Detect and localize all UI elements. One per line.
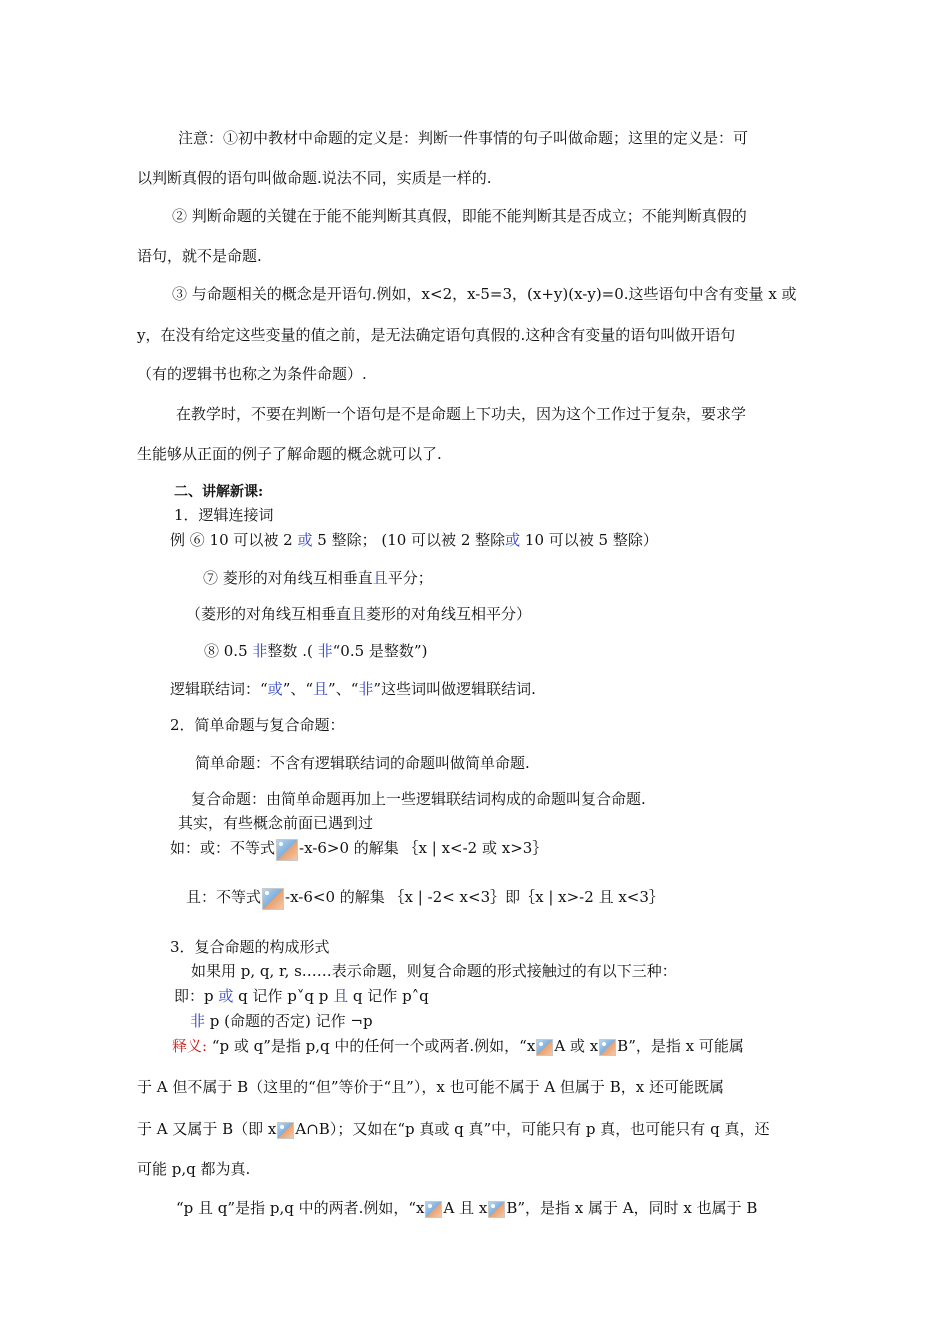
explanation-1-text-a: “p 或 q”是指 p,q 中的任何一个或两者.例如，“x — [207, 1037, 536, 1055]
explanation-label: 释义: — [172, 1037, 208, 1055]
para-note-1a: 注意：①初中教材中命题的定义是：判断一件事情的句子叫做命题；这里的定义是：可 — [178, 129, 749, 147]
explanation-line-5 — [176, 1198, 757, 1218]
explanation-1-text-c: B”，是指 x 可能属 — [617, 1037, 744, 1055]
subsection-1-title: 1．逻辑连接词 — [174, 506, 274, 524]
connectives-definition — [170, 679, 536, 699]
example-6-text-b: 5 整除； (10 可以被 2 整除 — [312, 531, 506, 549]
explanation-line-1 — [172, 1036, 744, 1056]
example-7-text-b: 平分； — [387, 569, 433, 587]
forms-not — [190, 1011, 373, 1031]
forms-intro: 如果用 p, q, r, s……表示命题，则复合命题的形式接触过的有以下三种： — [191, 962, 677, 980]
example-8-text-b: 整数 .( — [267, 642, 318, 660]
keyword-and: 且 — [351, 605, 367, 623]
subsection-2-title: 2．简单命题与复合命题： — [170, 716, 345, 734]
element-of-symbol-icon — [425, 1201, 442, 1218]
forms1-text-a: 即：p — [174, 987, 219, 1005]
keyword-and: 且 — [372, 569, 388, 587]
example-7-text-a: ⑦ 菱形的对角线互相垂直 — [203, 569, 373, 587]
keyword-or: 或 — [218, 987, 234, 1005]
keyword-or: 或 — [505, 531, 521, 549]
example-8 — [204, 641, 427, 661]
inequality-and-text-a: 且：不等式 — [186, 888, 262, 906]
keyword-or: 或 — [267, 680, 283, 698]
forms1-text-c: q 记作 p˄q — [348, 987, 429, 1005]
example-7b-text-b: 菱形的对角线互相平分） — [366, 605, 532, 623]
forms1-text-b: q 记作 p˅q p — [233, 987, 334, 1005]
explanation-3-text-a: 于 A 又属于 B（即 x — [137, 1120, 277, 1138]
keyword-not: 非 — [190, 1012, 206, 1030]
explanation-line-2: 于 A 但不属于 B（这里的“但”等价于“且”），x 也可能不属于 A 但属于 B，x 还可能既属 — [137, 1078, 724, 1096]
para-note-3c: （有的逻辑书也称之为条件命题）. — [137, 365, 367, 383]
para-teaching-a: 在教学时，不要在判断一个语句是不是命题上下功夫，因为这个工作过于复杂，要求学 — [176, 405, 747, 423]
keyword-and: 且 — [333, 987, 349, 1005]
keyword-not: 非 — [252, 642, 268, 660]
simple-proposition-def: 简单命题：不含有逻辑联结词的命题叫做简单命题. — [195, 754, 530, 772]
para-note-3b: y，在没有给定这些变量的值之前，是无法确定语句真假的.这种含有变量的语句叫做开语句 — [137, 326, 736, 344]
explanation-3-text-b: A∩B）；又如在“p 真或 q 真”中，可能只有 p 真，也可能只有 q 真，还 — [295, 1120, 770, 1138]
explanation-line-4: 可能 p,q 都为真. — [137, 1160, 251, 1178]
explanation-line-3 — [137, 1119, 769, 1139]
example-7b-text-a: （菱形的对角线互相垂直 — [186, 605, 352, 623]
keyword-not: 非 — [358, 680, 374, 698]
connectives-text-c: ”、“ — [328, 680, 359, 698]
para-note-2a: ② 判断命题的关键在于能不能判断其真假，即能不能判断其是否成立；不能判断真假的 — [172, 207, 747, 225]
inequality-or-text-b: -x-6>0 的解集 ｛x | x<-2 或 x>3｝ — [299, 839, 548, 857]
inequality-and-example — [186, 887, 664, 910]
inequality-or-example — [170, 838, 547, 861]
element-of-symbol-icon — [599, 1039, 616, 1056]
forms-or-and — [174, 986, 429, 1006]
element-of-symbol-icon — [277, 1122, 294, 1139]
example-6-text-c: 10 可以被 5 整除） — [520, 531, 658, 549]
para-note-3a: ③ 与命题相关的概念是开语句.例如，x<2，x-5=3，(x+y)(x-y)=0.这些语句中含有变量 x 或 — [172, 285, 797, 303]
para-note-1b: 以判断真假的语句叫做命题.说法不同，实质是一样的. — [137, 169, 492, 187]
connectives-text-d: ”这些词叫做逻辑联结词. — [373, 680, 536, 698]
keyword-not: 非 — [317, 642, 333, 660]
seen-before-note: 其实，有些概念前面已遇到过 — [178, 814, 374, 832]
compound-proposition-def: 复合命题：由简单命题再加上一些逻辑联结词构成的命题叫复合命题. — [191, 790, 646, 808]
keyword-or: 或 — [297, 531, 313, 549]
example-7 — [203, 568, 433, 588]
para-teaching-b: 生能够从正面的例子了解命题的概念就可以了. — [137, 445, 442, 463]
inequality-and-text-b: -x-6<0 的解集 ｛x | -2< x<3｝即｛x | x>-2 且 x<3｝ — [285, 888, 664, 906]
example-8-text-c: “0.5 是整数”) — [332, 642, 428, 660]
inequality-or-text-a: 如：或：不等式 — [170, 839, 276, 857]
forms2-text-a: p (命题的否定) 记作 ¬p — [205, 1012, 373, 1030]
connectives-text-b: ”、“ — [282, 680, 314, 698]
explanation-5-text-b: A 且 x — [443, 1199, 488, 1217]
example-6 — [170, 530, 658, 550]
element-of-symbol-icon — [488, 1201, 505, 1218]
subsection-3-title: 3．复合命题的构成形式 — [170, 938, 330, 956]
explanation-5-text-c: B”，是指 x 属于 A，同时 x 也属于 B — [506, 1199, 758, 1217]
para-note-2b: 语句，就不是命题. — [137, 247, 262, 265]
section-title: 二、讲解新课: — [174, 484, 264, 500]
formula-image-icon — [262, 888, 284, 910]
formula-image-icon — [276, 839, 298, 861]
explanation-5-text-a: “p 且 q”是指 p,q 中的两者.例如，“x — [176, 1199, 425, 1217]
example-6-text-a: 例 ⑥ 10 可以被 2 — [170, 531, 298, 549]
example-8-text-a: ⑧ 0.5 — [204, 642, 253, 660]
keyword-and: 且 — [313, 680, 329, 698]
explanation-1-text-b: A 或 x — [554, 1037, 599, 1055]
element-of-symbol-icon — [536, 1039, 553, 1056]
example-7-restated — [186, 604, 531, 624]
connectives-text-a: 逻辑联结词：“ — [170, 680, 268, 698]
